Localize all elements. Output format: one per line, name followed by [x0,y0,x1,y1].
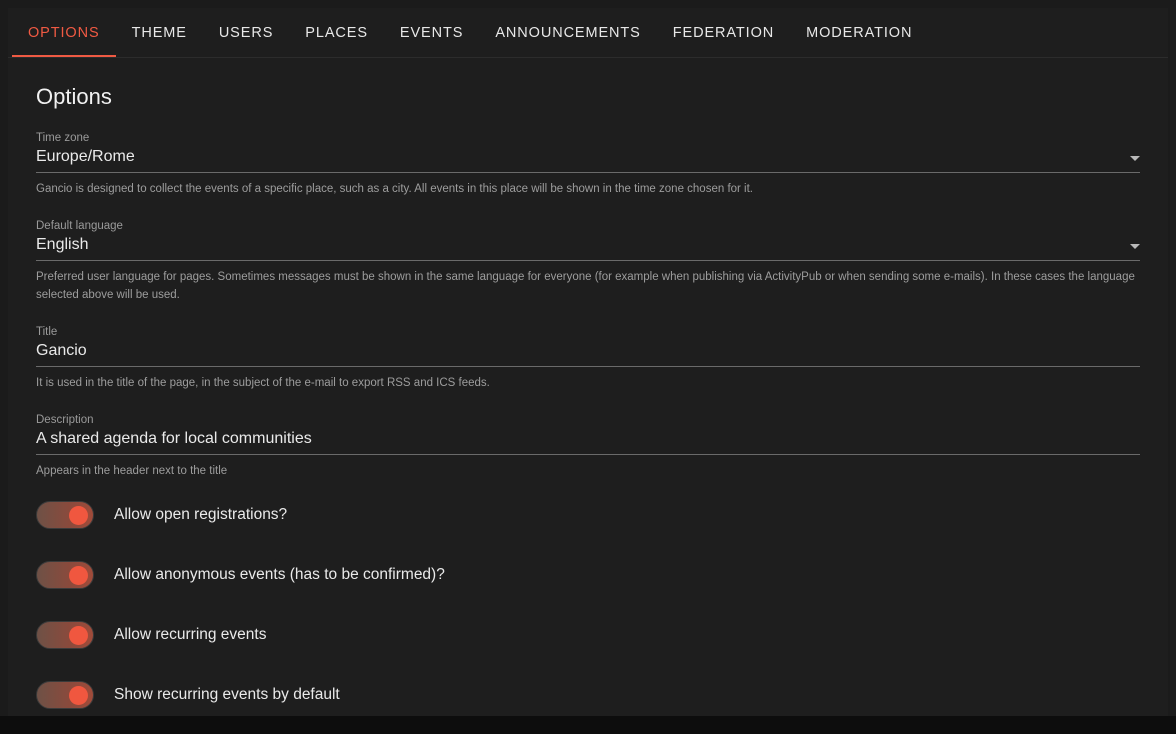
admin-panel [8,8,1168,716]
language-value[interactable]: English [36,236,89,254]
description-input-row[interactable] [36,429,1140,455]
title-input[interactable]: Gancio [36,341,87,359]
chevron-down-icon[interactable] [1130,156,1140,161]
tab-announcements[interactable] [479,8,656,57]
toggle-row-show-recurring-default [36,680,1140,710]
language-label: Default language [36,220,123,233]
window-bottom-strip [0,716,1176,734]
tab-theme[interactable] [116,8,203,57]
toggle-knob [69,626,88,645]
description-hint: Appears in the header next to the title [36,465,228,477]
toggle-label: Allow open registrations? [114,506,288,524]
tab-label: FEDERATION [672,24,775,41]
toggle-label: Allow anonymous events (has to be confirmed)? [114,566,445,584]
chevron-down-icon[interactable] [1130,244,1140,249]
page-title: Options [36,84,112,109]
tab-users[interactable] [203,8,289,57]
toggle-knob [69,686,88,705]
tab-label: OPTIONS [28,24,100,41]
tab-label: PLACES [305,24,368,41]
tab-label: EVENTS [399,24,464,41]
description-label: Description [36,414,94,426]
field-language [36,220,1140,261]
language-select[interactable] [36,235,1140,261]
toggle-recurring-events[interactable] [36,621,94,649]
timezone-value[interactable]: Europe/Rome [36,148,135,165]
tab-label: USERS [218,24,274,41]
toggle-knob [69,506,88,525]
toggle-label: Allow recurring events [114,626,267,644]
field-description [36,414,1140,455]
title-label: Title [36,325,58,338]
language-hint: Preferred user language for pages. Sometimes messages must be shown in the same language for everyone (for example when publishing via ActivityPub or when sending some e-mails). In these cases the language selected above will be used. [36,271,1135,301]
admin-tabbar [8,8,1168,58]
tab-label: ANNOUNCEMENTS [495,24,641,41]
tab-label: THEME [131,24,187,41]
field-timezone [36,132,1140,173]
tab-federation[interactable] [657,8,790,57]
tab-options[interactable] [12,8,116,57]
toggle-row-anonymous-events [36,560,1140,590]
toggle-row-open-registrations [36,500,1140,530]
timezone-label: Time zone [36,132,90,144]
tab-events[interactable] [384,8,479,57]
title-input-row[interactable] [36,341,1140,367]
options-content [8,58,1168,716]
toggle-show-recurring-default[interactable] [36,681,94,709]
toggle-knob [69,566,88,585]
description-input[interactable]: A shared agenda for local communities [36,430,312,447]
toggle-row-recurring-events [36,620,1140,650]
timezone-hint: Gancio is designed to collect the events of a specific place, such as a city. All events in this place will be shown in the time zone chosen for it. [36,183,753,195]
tab-places[interactable] [289,8,384,57]
toggle-anonymous-events[interactable] [36,561,94,589]
toggle-open-registrations[interactable] [36,501,94,529]
toggle-label: Show recurring events by default [114,686,340,704]
timezone-select[interactable] [36,147,1140,173]
title-hint: It is used in the title of the page, in the subject of the e-mail to export RSS and ICS feeds. [36,376,490,389]
tab-moderation[interactable] [790,8,928,57]
tab-label: MODERATION [806,24,913,41]
field-title [36,326,1140,367]
